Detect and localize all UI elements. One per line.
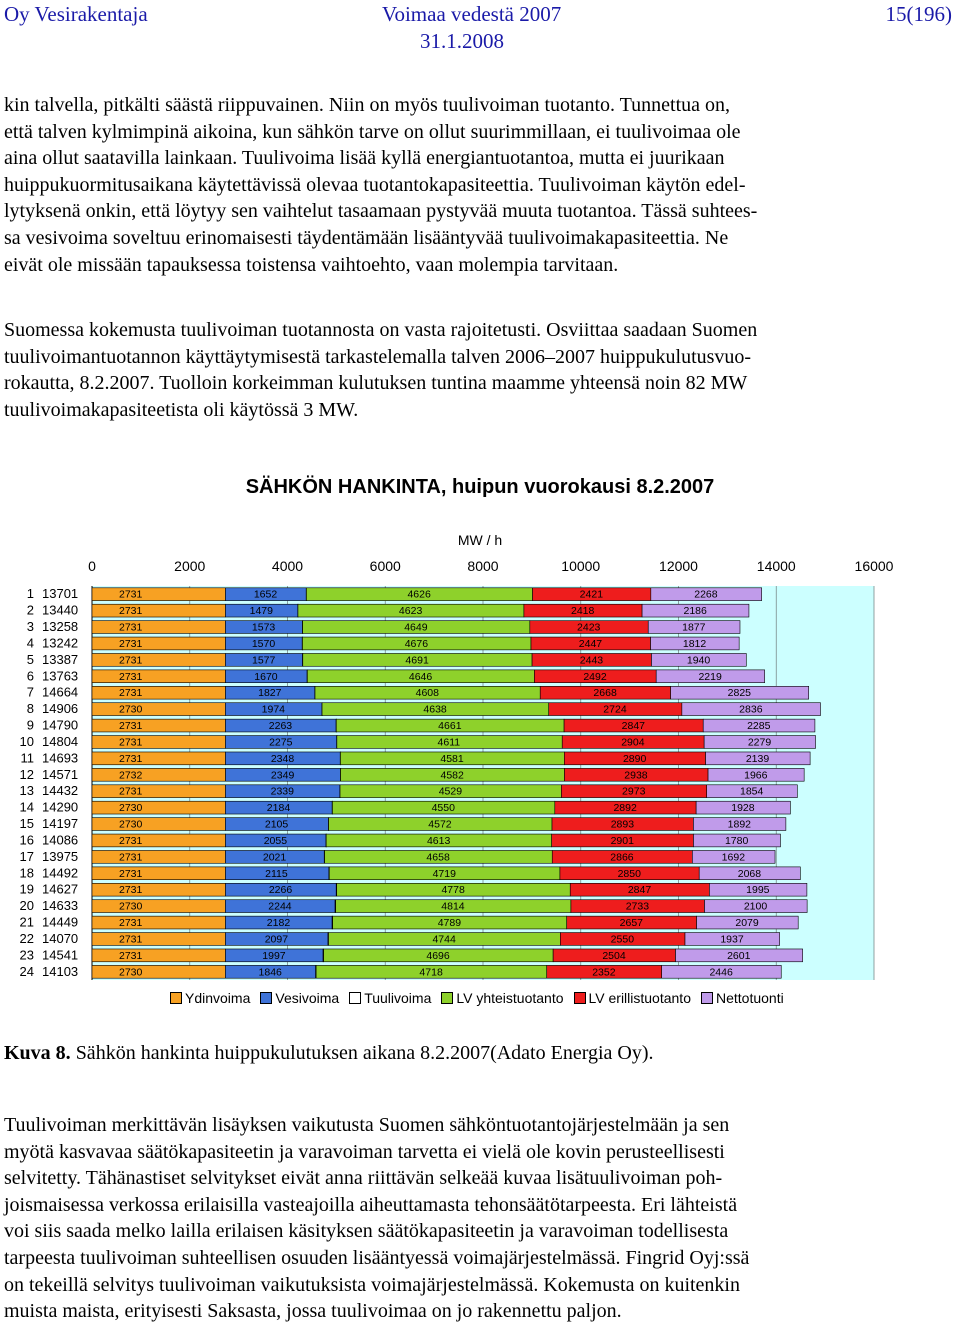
category-label: 19 (19, 881, 34, 897)
bar-segment (92, 703, 225, 716)
data-label: 2504 (602, 949, 626, 962)
data-label: 2731 (119, 736, 143, 749)
category-label: 6 (26, 668, 34, 684)
chart-title: SÄHKÖN HANKINTA, huipun vuorokausi 8.2.2007 (245, 476, 715, 498)
x-tick-label: 2000 (174, 558, 206, 574)
category-label: 5 (26, 651, 34, 667)
chart-axis-label: MW / h (457, 532, 503, 548)
data-label: 2866 (610, 851, 634, 864)
category-label: 13 (19, 783, 34, 799)
data-label: 2731 (119, 654, 143, 667)
data-label: 4696 (426, 949, 450, 962)
data-label: 4623 (398, 605, 423, 618)
data-label: 2730 (119, 818, 143, 831)
body-paragraph-1: kin talvella, pitkälti säästä riippuvainen. Niin on myös tuulivoiman tuotanto. Tunnettua on, että talven kylmimpinä aikoina, kun sähkön tarve on ollut suurimmillaan, ei tuulivoimaa ole aina ollut saatavilla lainkaan. Tuulivoima lisää kyllä energiantuotantoa, mutta ei juurikaan huippukuormitusaikana käytettävissä olevaa tuotantokapasiteettia. Tuulivoiman käytön edel- lytyksenä onkin, että löytyy sen vaihtelut tasaamaan pystyvää muuta tuotantoa. Tässä suhtees- sa vesivoima soveltuu erinomaisesti täydentämään lisääntyvää tuulivoimakapasiteettia. Ne eivät ole missään tapauksessa toistensa vaihtoehto, vaan molempia tarvitaan. (4, 94, 758, 276)
data-label: 2850 (617, 867, 641, 880)
total-label: 14693 (42, 750, 79, 766)
data-label: 4550 (431, 802, 455, 815)
data-label: 2825 (727, 687, 752, 700)
data-label: 4572 (428, 818, 452, 831)
data-label: 4582 (440, 769, 464, 782)
data-label: 2732 (119, 769, 143, 782)
bar-segment (92, 801, 225, 814)
data-label: 2492 (583, 670, 607, 683)
total-label: 13387 (42, 651, 79, 667)
data-label: 4661 (438, 720, 462, 733)
x-tick-label: 14000 (756, 558, 796, 574)
data-label: 2443 (579, 654, 604, 667)
data-label: 1974 (261, 703, 286, 716)
bar-segment (92, 785, 225, 798)
data-label: 2244 (268, 900, 292, 913)
total-label: 14070 (42, 930, 79, 946)
data-label: 2731 (119, 670, 143, 683)
data-label: 4691 (405, 654, 429, 667)
x-tick-label: 16000 (854, 558, 894, 574)
data-label: 1573 (251, 621, 276, 634)
legend-label: Vesivoima (275, 990, 340, 1006)
data-label: 2421 (579, 588, 604, 601)
bar-segment (92, 850, 225, 863)
legend-swatch (260, 992, 272, 1004)
data-label: 1877 (682, 621, 706, 634)
bar-segment (92, 604, 225, 617)
data-label: 2730 (119, 703, 143, 716)
total-label: 13440 (42, 602, 79, 618)
data-label: 1827 (258, 687, 282, 700)
data-label: 1577 (252, 654, 276, 667)
stacked-bar-chart (0, 550, 960, 980)
bar-segment (92, 818, 225, 831)
data-label: 2055 (263, 834, 288, 847)
data-label: 2139 (745, 752, 770, 765)
header-company: Oy Vesirakentaja (4, 2, 148, 26)
data-label: 2100 (743, 900, 768, 913)
data-label: 2279 (747, 736, 772, 749)
data-label: 2268 (694, 588, 718, 601)
bar-segment (92, 670, 225, 683)
total-label: 14790 (42, 717, 79, 733)
total-label: 14290 (42, 799, 79, 815)
total-label: 13258 (42, 619, 79, 635)
body-paragraph-3: Tuulivoiman merkittävän lisäyksen vaikutusta Suomen sähköntuotantojärjestelmään ja sen myötä kasvavaa säätökapasiteetin ja varavoiman tarvetta ei vielä ole kovin perusteellisesti selvitetty. Tähänastiset selvitykset eivät anna riittävän selkeää kuvaa lisätuulivoiman poh- joismaisessa verkossa erilaisilla vasteajoilla aiheuttamasta tehonsäätötarpeesta. Eri lähteistä voi siis saada melko lailla erilaisen käsityksen säätökapasiteetin ja varavoiman todellisesta tarpeesta tuulivoiman suhteellisen osuuden lisääntyessä voimajärjestelmässä. Fingrid Oyj:ssä on tekeillä selvitys tuulivoiman vaikutuksista voimajärjestelmässä. Kokemusta on kuitenkin muista maista, erityisesti Saksasta, jossa tuulivoimaa on jo rakennettu paljon. (4, 1114, 750, 1323)
bar-segment (92, 653, 225, 666)
body-paragraph-2: Suomessa kokemusta tuulivoiman tuotannosta on vasta rajoitetusti. Osviittaa saadaan Suomen tuulivoimantuotannon käyttäytymisestä tarkastelemalla talven 2006–2007 huippukulutusvuo- rokautta, 8.2.2007. Tuolloin korkeimman kulutuksen tuntina maamme yhteensä noin 82 MW tuulivoimakapasiteetista oli käytössä 3 MW. (4, 319, 758, 421)
data-label: 2418 (570, 605, 595, 618)
figure-caption (4, 1042, 654, 1065)
x-tick-label: 4000 (271, 558, 304, 574)
category-label: 10 (19, 733, 34, 749)
x-tick-label: 8000 (467, 558, 499, 574)
total-label: 14627 (42, 881, 79, 897)
bar-segment (92, 588, 225, 601)
total-label: 14197 (42, 816, 79, 832)
data-label: 2285 (747, 720, 771, 733)
x-tick-label: 10000 (561, 558, 601, 574)
data-label: 4778 (441, 884, 465, 897)
data-label: 2731 (119, 621, 143, 634)
legend-label: Nettotuonti (715, 990, 784, 1006)
data-label: 4626 (407, 588, 431, 601)
category-label: 15 (19, 816, 34, 832)
total-label: 13763 (42, 668, 79, 684)
data-label: 1997 (262, 949, 286, 962)
data-label: 2184 (266, 802, 291, 815)
legend-item (170, 990, 250, 1006)
data-label: 2731 (119, 834, 143, 847)
legend-label: LV erillistuotanto (588, 990, 691, 1006)
data-label: 4789 (437, 917, 462, 930)
data-label: 2021 (262, 851, 287, 864)
data-label: 2938 (624, 769, 648, 782)
total-label: 14571 (42, 766, 79, 782)
data-label: 2730 (119, 802, 143, 815)
data-label: 2115 (265, 867, 288, 880)
data-label: 2731 (119, 785, 143, 798)
total-label: 14633 (42, 898, 79, 914)
data-label: 2892 (613, 802, 637, 815)
bar-segment (92, 686, 225, 699)
bar-segment (92, 916, 225, 929)
total-label: 13701 (42, 586, 79, 602)
data-label: 1479 (249, 605, 273, 618)
header-date: 31.1.2008 (420, 29, 504, 53)
header-page-number: 15(196) (885, 2, 952, 26)
data-label: 2105 (264, 818, 289, 831)
data-label: 2731 (119, 637, 143, 650)
legend-swatch (701, 992, 713, 1004)
data-label: 2731 (119, 605, 143, 618)
data-label: 4814 (441, 900, 465, 913)
total-label: 14804 (42, 733, 79, 749)
data-label: 2079 (735, 917, 759, 930)
data-label: 2731 (119, 687, 143, 700)
x-tick-label: 0 (88, 558, 96, 574)
data-label: 2731 (119, 851, 143, 864)
bar-segment (92, 621, 225, 634)
bar-segment (92, 949, 225, 962)
data-label: 2901 (610, 834, 634, 847)
total-label: 13242 (42, 635, 79, 651)
category-label: 12 (19, 766, 34, 782)
bar-segment (92, 637, 225, 650)
x-tick-label: 12000 (659, 558, 698, 574)
header-title: Voimaa vedestä 2007 (382, 2, 562, 26)
bar-segment (92, 900, 225, 913)
data-label: 4718 (419, 966, 443, 979)
legend-swatch (170, 992, 182, 1004)
category-label: 21 (19, 914, 34, 930)
category-label: 8 (26, 701, 34, 717)
data-label: 2601 (727, 949, 751, 962)
data-label: 2349 (270, 769, 295, 782)
data-label: 4581 (440, 752, 464, 765)
data-label: 4719 (432, 867, 456, 880)
data-label: 2219 (698, 670, 722, 683)
data-label: 2973 (622, 785, 646, 798)
data-label: 2731 (119, 917, 143, 930)
category-label: 2 (26, 602, 34, 618)
data-label: 1846 (258, 966, 282, 979)
total-label: 14492 (42, 865, 79, 881)
legend-swatch (441, 992, 453, 1004)
data-label: 2836 (739, 703, 763, 716)
category-label: 14 (19, 799, 34, 815)
data-label: 4658 (426, 851, 450, 864)
data-label: 2731 (119, 588, 143, 601)
data-label: 2447 (578, 637, 603, 650)
data-label: 1937 (720, 933, 744, 946)
legend-item (441, 990, 563, 1006)
total-label: 14449 (42, 914, 79, 930)
data-label: 2724 (603, 703, 627, 716)
category-label: 1 (26, 586, 34, 602)
data-label: 1670 (254, 670, 278, 683)
bar-segment (92, 867, 225, 880)
data-label: 2731 (119, 867, 143, 880)
data-label: 1692 (721, 851, 746, 864)
data-label: 2275 (269, 736, 293, 749)
figure-caption-label: Kuva 8. (4, 1042, 71, 1064)
category-label: 20 (19, 898, 34, 914)
data-label: 4744 (432, 933, 456, 946)
data-label: 2423 (577, 621, 601, 634)
legend-item (260, 990, 339, 1006)
data-label: 4608 (415, 687, 439, 700)
category-label: 22 (19, 930, 34, 946)
legend-item (574, 990, 691, 1006)
bar-segment (92, 768, 226, 781)
data-label: 2733 (625, 900, 650, 913)
category-label: 3 (26, 619, 34, 635)
data-label: 2893 (610, 818, 635, 831)
data-label: 2097 (264, 933, 289, 946)
bar-segment (92, 965, 225, 978)
data-label: 1940 (686, 654, 711, 667)
data-label: 2731 (119, 884, 143, 897)
data-label: 2446 (709, 966, 733, 979)
figure-caption-text: Sähkön hankinta huippukulutuksen aikana 8.2.2007(Adato Energia Oy). (70, 1042, 654, 1064)
data-label: 4611 (437, 736, 461, 749)
data-label: 2352 (592, 966, 616, 979)
category-label: 23 (19, 947, 34, 963)
bar-segment (92, 834, 225, 847)
data-label: 2668 (593, 687, 617, 700)
data-label: 2657 (619, 917, 644, 930)
data-label: 1780 (724, 834, 749, 847)
data-label: 1966 (744, 769, 768, 782)
total-label: 14541 (42, 947, 79, 963)
data-label: 2847 (621, 720, 646, 733)
data-label: 2266 (268, 884, 293, 897)
bar-segment (92, 752, 225, 765)
category-label: 17 (19, 848, 34, 864)
bar-segment (92, 933, 225, 946)
data-label: 4649 (404, 621, 428, 634)
category-label: 7 (26, 684, 34, 700)
category-label: 24 (19, 963, 34, 979)
category-label: 11 (20, 750, 34, 766)
data-label: 1812 (682, 637, 707, 650)
category-label: 16 (19, 832, 34, 848)
data-label: 1995 (746, 884, 770, 897)
data-label: 1570 (251, 637, 276, 650)
data-label: 2263 (268, 720, 293, 733)
bar-segment (92, 719, 225, 732)
data-label: 1854 (740, 785, 764, 798)
category-label: 4 (26, 635, 34, 651)
data-label: 2348 (270, 752, 295, 765)
data-label: 2186 (683, 605, 707, 618)
data-label: 2904 (621, 736, 645, 749)
data-label: 2731 (119, 752, 143, 765)
total-label: 14906 (42, 701, 79, 717)
data-label: 4676 (404, 637, 429, 650)
data-label: 2730 (119, 900, 143, 913)
data-label: 2339 (270, 785, 294, 798)
total-label: 14664 (42, 684, 79, 700)
legend-swatch (349, 992, 361, 1004)
data-label: 1652 (253, 588, 278, 601)
legend-item (349, 990, 431, 1006)
data-label: 4613 (426, 834, 451, 847)
data-label: 2890 (622, 752, 647, 765)
data-label: 2731 (119, 720, 143, 733)
data-label: 4638 (423, 703, 447, 716)
data-label: 2730 (119, 966, 143, 979)
data-label: 2847 (627, 884, 652, 897)
legend-swatch (574, 992, 586, 1004)
x-tick-label: 6000 (369, 558, 401, 574)
legend-label: Ydinvoima (185, 990, 251, 1006)
data-label: 1928 (731, 802, 755, 815)
data-label: 2068 (737, 867, 762, 880)
data-label: 2731 (119, 949, 143, 962)
total-label: 14432 (42, 783, 79, 799)
legend-label: Tuulivoima (364, 990, 432, 1006)
data-label: 4646 (408, 670, 433, 683)
legend-label: LV yhteistuotanto (456, 990, 564, 1006)
data-label: 4529 (438, 785, 463, 798)
total-label: 13975 (42, 848, 79, 864)
category-label: 9 (26, 717, 34, 733)
data-label: 2182 (266, 917, 291, 930)
data-label: 1892 (727, 818, 752, 831)
bar-segment (92, 736, 225, 749)
data-label: 2550 (610, 933, 635, 946)
bar-segment (92, 883, 225, 896)
total-label: 14103 (42, 963, 79, 979)
total-label: 14086 (42, 832, 79, 848)
legend-item (701, 990, 784, 1006)
data-label: 2731 (119, 933, 143, 946)
chart-legend (170, 990, 784, 1006)
category-label: 18 (19, 865, 34, 881)
